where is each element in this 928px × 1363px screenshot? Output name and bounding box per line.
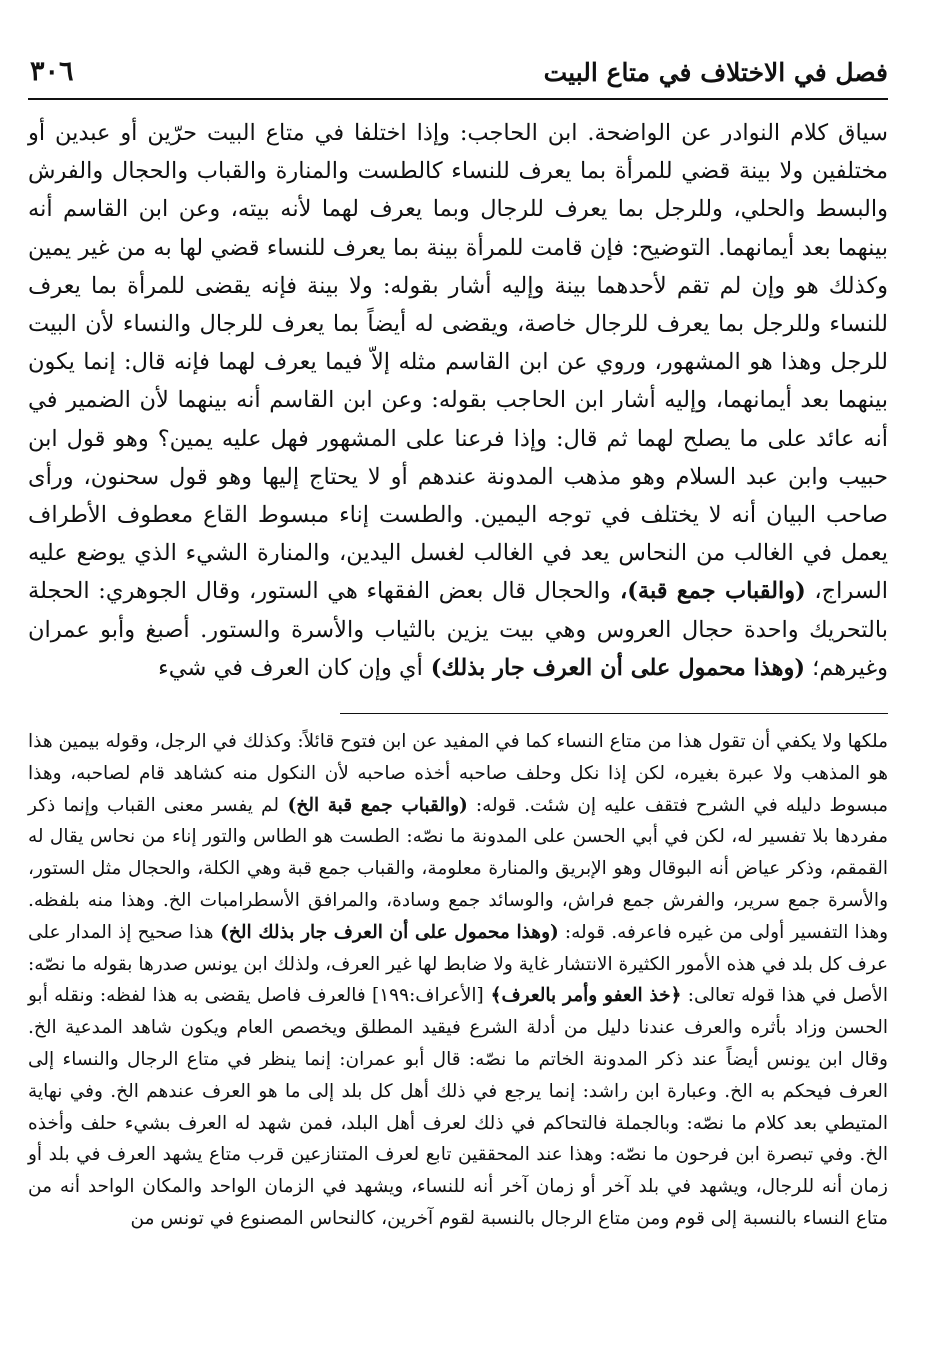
- running-header: [28, 48, 888, 100]
- main-text-segment: سياق كلام النوادر عن الواضحة. ابن الحاجب: وإذا اختلفا في متاع البيت حرّين أو عبدين أو مختلفين ولا بينة قضي للمرأة بما يعرف للنساء كالطست والمنارة والقباب والحجال والفرش والبسط والحلي، وللرجل بما يعرف للرجال وبما يعرف لهما لأنه بيته، وعن ابن القاسم أنه بينهما بعد أيمانهما. التوضيح: فإن قامت للمرأة بينة بما يعرف للنساء قضي لها به من غير يمين وكذلك هو وإن لم تقم لأحدهما بينة وإليه أشار بقوله: ولا بينة فإنه يقضى للمرأة بما يعرف للنساء وللرجل بما يعرف للرجال خاصة، ويقضى له أيضاً بما يعرف للرجال والنساء لأن البيت للرجل وهذا هو المشهور، وروي عن ابن القاسم مثله إلاّ فيما يعرف لهما فإنه قال: إنما يكون بينهما بعد أيمانهما، وإليه أشار ابن الحاجب بقوله: وعن ابن القاسم أنه بينهما لأن الضمير في أنه عائد على ما يصلح لهما ثم قال: وإذا فرعنا على المشهور فهل عليه يمين؟ وهو قول ابن حبيب وابن عبد السلام وهو مذهب المدونة عندهم أو لا يحتاج إليها وهو قول سحنون، ورأى صاحب البيان أنه لا يختلف في توجه اليمين. والطست إناء مبسوط القاع معطوف الأطراف يعمل في الغالب من النحاس يعد في الغالب لغسل اليدين، والمنارة الشيء الذي يوضع عليه السراج،: [28, 120, 888, 605]
- bold-phrase-qibab: (والقباب جمع قبة)،: [610, 578, 806, 605]
- main-text-segment: أي وإن كان العرف في شيء: [158, 654, 423, 681]
- book-page: [28, 48, 888, 1235]
- page-number: ٣٠٦: [30, 56, 74, 87]
- main-text: [28, 114, 888, 687]
- footnote-quran-verse: ﴿خذ العفو وأمر بالعرف﴾: [483, 985, 682, 1007]
- footnote-paragraph: [28, 726, 888, 1235]
- footnote-segment: ملكها ولا يكفي أن تقول هذا من متاع النساء كما في المفيد عن ابن فتوح قائلاً: وكذلك في الرجل، وقوله بيمين هذا هو المذهب ولا عبرة بغيره، لكن إذا نكل وحلف صاحبه أخذه صاحبه لأن النكول منه كشاهد قام لصاحبه، وهذا مبسوط دليله في الشرح فتقف عليه إن شئت. قوله:: [28, 731, 888, 816]
- footnote-divider: [340, 713, 888, 714]
- footnote-bold-urf: (وهذا محمول على أن العرف جار بذلك الخ): [213, 921, 559, 943]
- footnote-segment: لم يفسر معنى القباب وإنما ذكر مفردها بلا تفسير له، لكن في أبي الحسن على المدونة ما نصّه: الطست هو الطاس والتور إناء من نحاس يقال له القمقم، وذكر عياض أنه البوقال وهو الإبريق والمنارة معلومة، والقباب جمع قبة وهي الكلة، والحجال مثل الستور، والأسرة جمع سرير، والفرش جمع فراش، والوسائد جمع وسادة، والمرافق الأسطرامبات الخ. وهذا منه بلفظه. وهذا التفسير أولى من غيره فاعرفه. قوله:: [28, 794, 889, 943]
- footnote-segment: [الأعراف:١٩٩] فالعرف فاصل يقضى به هذا لفظه: ونقله أبو الحسن وزاد بأثره والعرف عندنا دليل من أدلة الشرع فيقيد المطلق ويخصص العام ويكون شاهد المدعية الخ. وقال ابن يونس أيضاً عند ذكر المدونة الخاتم ما نصّه: قال أبو عمران: إنما ينظر في متاع الرجال والنساء إلى العرف فيحكم به الخ. وعبارة ابن راشد: إنما يرجع في ذلك أهل كل بلد إلى ما هو العرف عندهم الخ. وفي نهاية المتيطي بعد كلام ما نصّه: وبالجملة فالتحاكم في ذلك لعرف أهل البلد، فمن شهد له العرف بشيء حلف وأخذه الخ. وفي تبصرة ابن فرحون ما نصّه: وهذا عند المحققين تابع لعرف المتنازعين قرب متاع يشهد العرف في بلد أو زمان أنه للرجال، ويشهد في بلد آخر أو زمان آخر أنه للنساء، ويشهد في الزمان الواحد والمكان الواحد أنه من متاع النساء بالنسبة إلى قوم ومن متاع الرجال بالنسبة لقوم آخرين، كالنحاس المصنوع في تونس من: [28, 985, 888, 1229]
- footnote: [28, 726, 888, 1235]
- chapter-title: فصل في الاختلاف في متاع البيت: [543, 58, 888, 87]
- footnote-bold-qibab: (والقباب جمع قبة الخ): [278, 794, 468, 816]
- main-paragraph: [28, 114, 888, 687]
- bold-phrase-urf: (وهذا محمول على أن العرف جار بذلك): [422, 654, 806, 681]
- footnote-segment: هذا صحيح إذ المدار على عرف كل بلد في هذه الأمور الكثيرة الانتشار غاية ولا ضابط لها غير العرف، ولذلك ابن يونس صدرها بقوله ما نصّه: الأصل في هذا قوله تعالى:: [28, 921, 889, 1007]
- main-text-segment: والحجال قال بعض الفقهاء هي الستور، وقال الجوهري: الحجلة بالتحريك واحدة حجال العروس وهي بيت يزين بالثياب والأسرة والستور. أصبغ وأبو عمران وغيرهم؛: [28, 578, 888, 681]
